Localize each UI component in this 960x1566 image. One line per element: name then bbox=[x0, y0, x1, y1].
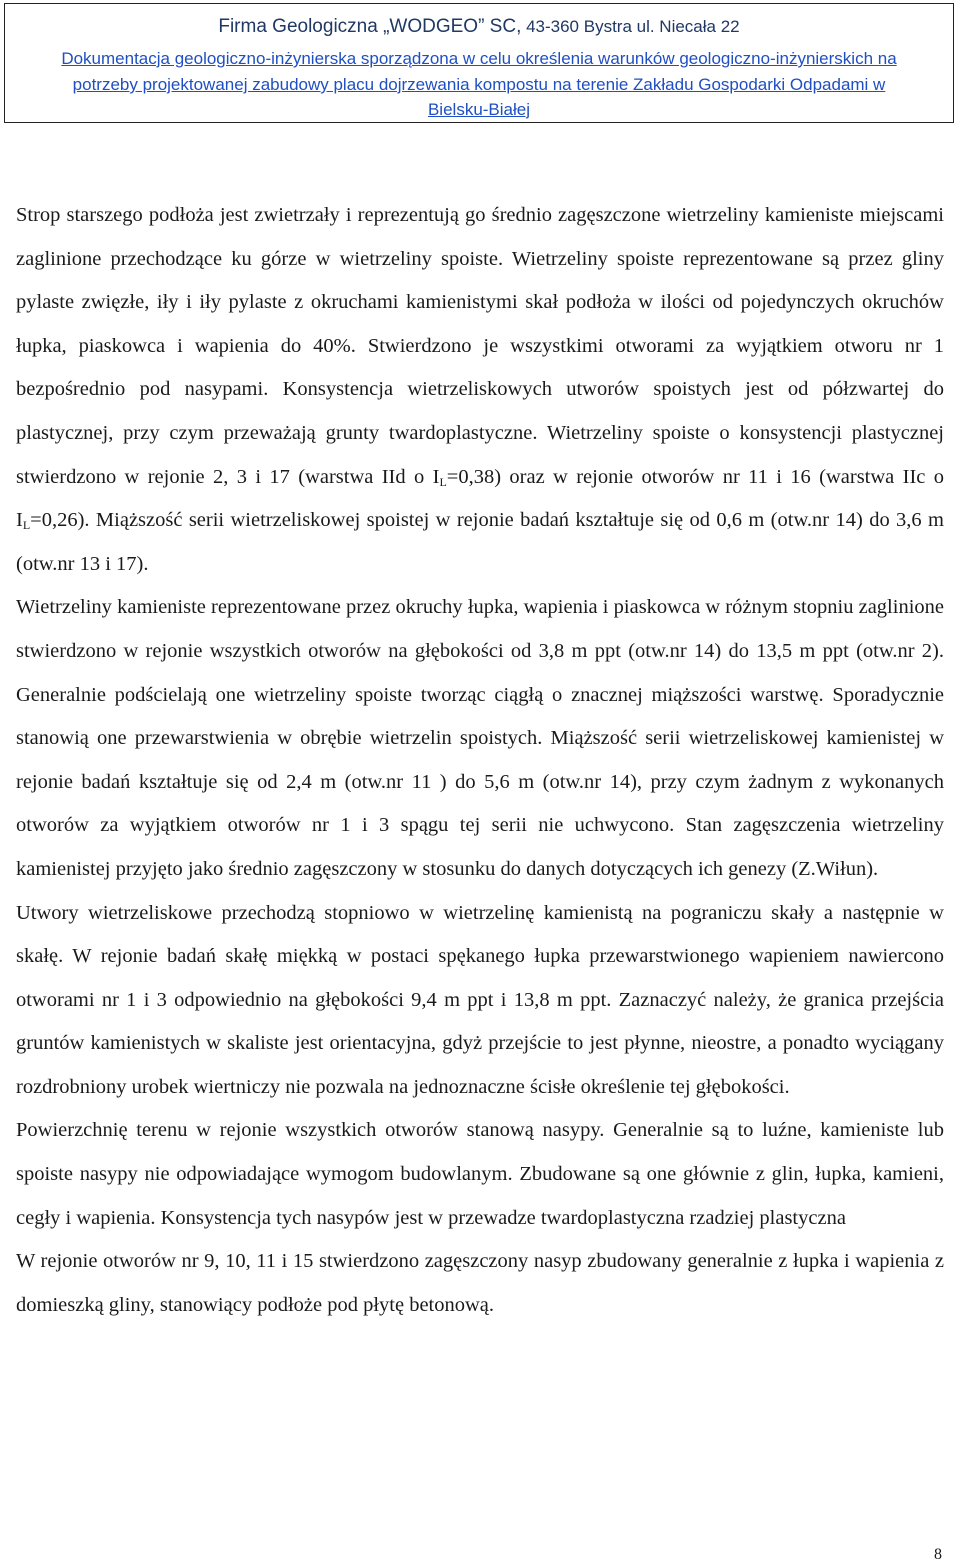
subscript-l: L bbox=[22, 518, 31, 533]
paragraph-embankments: Powierzchnię terenu w rejonie wszystkich otworów stanową nasypy. Generalnie są to luźne, kamieniste lub spoiste nasypy nie odpowiadające wymogom budowlanym. Zbudowane są one głównie z glin, łupka, kamieni, cegły i wapienia. Konsystencja tych nasypów jest w przewadze twardoplastyczna rzadziej plastyczna bbox=[16, 1119, 944, 1229]
paragraph-text: Strop starszego podłoża jest zwietrzały i reprezentują go średnio zagęszczone wietrzeliny kamieniste miejscami zaglinione przechodzące ku górze w wietrzeliny spoiste. Wietrzeliny spoiste reprezentowane są przez gliny pylaste zwięzłe, iły i iły pylaste z okruchami kamienistymi skał podłoża w ilości od pojedynczych okruchów łupka, piaskowca i wapienia do 40%. Stwierdzono je wszystkimi otworami za wyjątkiem otworu nr 1 bezpośrednio pod nasypami. Konsystencja wietrzeliskowych utworów spoistych jest od półzwartej do plastycznej, przy czym przeważają grunty twardoplastyczne. Wietrzeliny spoiste o konsystencji plastycznej stwierdzono w rejonie 2, 3 i 17 (warstwa IId o I bbox=[16, 204, 944, 488]
paragraph-compacted-embankment: W rejonie otworów nr 9, 10, 11 i 15 stwierdzono zagęszczony nasyp zbudowany generalnie z łupka i wapienia z domieszką gliny, stanowiący podłoże pod płytę betonową. bbox=[16, 1250, 944, 1316]
document-title-line-2[interactable]: potrzeby projektowanej zabudowy placu dojrzewania kompostu na terenie Zakładu Gospodarki Odpadami w bbox=[72, 75, 886, 94]
paragraph-text: =0,38) oraz w rejonie otworów nr 11 i 16 (warstwa IIc o I bbox=[16, 465, 944, 532]
paragraph-text: =0,26). Miąższość serii wietrzeliskowej spoistej w rejonie badań kształtuje się od 0,6 m (otw.nr 14) do 3,6 m (otw.nr 13 i 17). bbox=[16, 509, 944, 575]
paragraph-stony-weathering: Wietrzeliny kamieniste reprezentowane przez okruchy łupka, wapienia i piaskowca w różnym stopniu zaglinione stwierdzono w rejonie wszystkich otworów na głębokości od 3,8 m ppt (otw.nr 14) do 13,5 m ppt (otw.nr 2). Generalnie podścielają one wietrzeliny spoiste tworząc ciągłą o znacznej miąższości warstwę. Sporadycznie stanowią one przewarstwienia w obrębie wietrzelin spoistych. Miąższość serii wietrzeliskowej kamienistej w rejonie badań kształtuje się od 2,4 m (otw.nr 11 ) do 5,6 m (otw.nr 14), przy czym żadnym z wykonanych otworów za wyjątkiem otworów nr 1 i 3 spągu tej serii nie uchwycono. Stan zagęszczenia wietrzeliny kamienistej przyjęto jako średnio zagęszczony w stosunku do danych dotyczących ich genezy (Z.Wiłun). bbox=[16, 596, 944, 880]
company-line bbox=[5, 16, 953, 38]
document-title-line-1[interactable]: Dokumentacja geologiczno-inżynierska sporządzona w celu określenia warunków geologiczno-inżynierskich na bbox=[61, 49, 897, 68]
document-header bbox=[4, 3, 954, 123]
company-name: Firma Geologiczna „WODGEO” SC, bbox=[218, 16, 522, 37]
paragraph-cohesive-weathering bbox=[16, 194, 944, 586]
subscript-l: L bbox=[439, 474, 447, 489]
document-title-line-3[interactable]: Bielsku-Białej bbox=[427, 100, 531, 119]
document-body bbox=[16, 194, 944, 1327]
company-address: 43-360 Bystra ul. Niecała 22 bbox=[521, 17, 740, 36]
paragraph-rock-transition: Utwory wietrzeliskowe przechodzą stopniowo w wietrzelinę kamienistą na pograniczu skały a następnie w skałę. W rejonie badań skałę miękką w postaci spękanego łupka przewarstwionego wapieniem nawiercono otworami nr 1 i 3 odpowiednio na głębokości 9,4 m ppt i 13,8 m ppt. Zaznaczyć należy, że granica przejścia gruntów kamienistych w skaliste jest orientacyjna, gdyż przejście to jest płynne, nieostre, a ponadto wyciągany rozdrobniony urobek wiertniczy nie pozwala na jednoznaczne ścisłe określenie tej głębokości. bbox=[16, 901, 944, 1098]
page-number: 8 bbox=[934, 1546, 942, 1563]
